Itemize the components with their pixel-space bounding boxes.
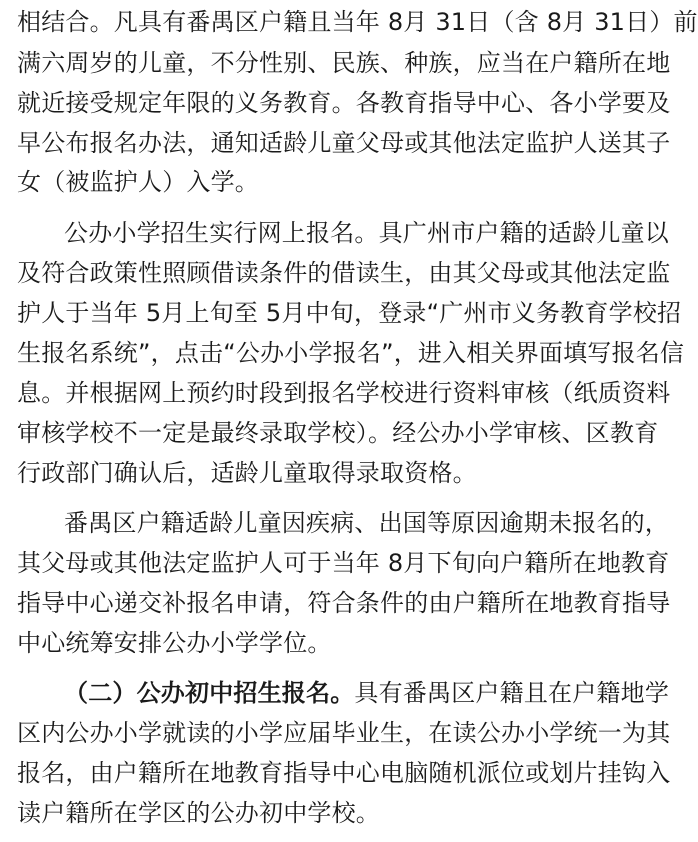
text-line: 满六周岁的儿童，不分性别、民族、种族，应当在户籍所在地: [17, 49, 671, 77]
text-line: 读户籍所在学区的公办初中学校。: [17, 799, 380, 827]
text-line: 相结合。凡具有番禺区户籍且当年 8月 31日（含 8月 31日）前: [17, 8, 698, 36]
section-number: （二）: [64, 679, 137, 707]
text-line: 中心统筹安排公办小学学位。: [17, 629, 332, 657]
text-line: 就近接受规定年限的义务教育。各教育指导中心、各小学要及: [17, 89, 671, 117]
text-line: 生报名系统”，点击“公办小学报名”，进入相关界面填写报名信: [17, 339, 685, 367]
text-line: 指导中心递交补报名申请，符合条件的由户籍所在地教育指导: [17, 589, 671, 617]
section-title: 公办初中招生报名。: [136, 679, 355, 707]
text-line: 番禺区户籍适龄儿童因疾病、出国等原因逾期未报名的，: [64, 509, 669, 537]
section-heading-line: [64, 673, 670, 713]
text-line: 报名，由户籍所在地教育指导中心电脑随机派位或划片挂钩入: [17, 759, 671, 787]
text-line: 息。并根据网上预约时段到报名学校进行资料审核（纸质资料: [17, 379, 671, 407]
text-run: 具有番禺区户籍且在户籍地学: [354, 679, 670, 707]
text-line: 护人于当年 5月上旬至 5月中旬，登录“广州市义务教育学校招: [17, 299, 682, 327]
text-line: 公办小学招生实行网上报名。具广州市户籍的适龄儿童以: [64, 219, 669, 247]
text-line: 女（被监护人）入学。: [17, 168, 259, 196]
text-line: 早公布报名办法，通知适龄儿童父母或其他法定监护人送其子: [17, 129, 671, 157]
text-line: 及符合政策性照顾借读条件的借读生，由其父母或其他法定监: [17, 259, 671, 287]
text-line: 行政部门确认后，适龄儿童取得录取资格。: [17, 459, 477, 487]
text-line: 区内公办小学就读的小学应届毕业生，在读公办小学统一为其: [17, 719, 671, 747]
text-line: 审核学校不一定是最终录取学校）。经公办小学审核、区教育: [17, 419, 659, 447]
text-line: 其父母或其他法定监护人可于当年 8月下旬向户籍所在地教育: [17, 549, 670, 577]
